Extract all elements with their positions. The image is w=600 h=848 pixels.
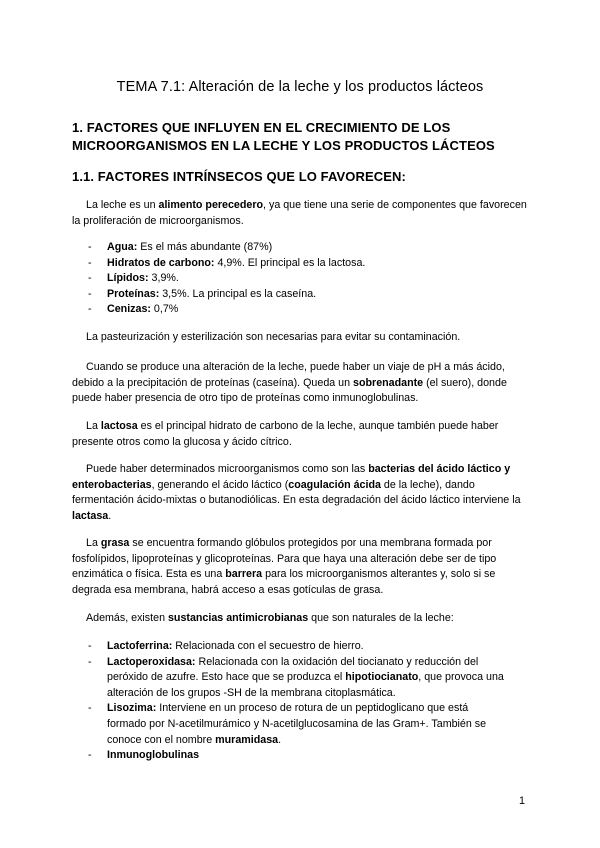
section-1-heading: 1. FACTORES QUE INFLUYEN EN EL CRECIMIENTO DE LOS MICROORGANISMOS EN LA LECHE Y LOS PRODUCTOS LÁCTEOS bbox=[72, 120, 495, 153]
section-1-1-heading: 1.1. FACTORES INTRÍNSECOS QUE LO FAVORECEN: bbox=[72, 169, 406, 184]
paragraph-pasteurization: La pasteurización y esterilización son necesarias para evitar su contaminación. bbox=[86, 331, 461, 343]
list-item: - Lactoferrina: Relacionada con el secuestro de hierro. bbox=[88, 640, 364, 652]
paragraph-perishable: La leche es un alimento perecedero, ya que tiene una serie de componentes que favorecen la proliferación de microorganismos. bbox=[72, 199, 527, 227]
list-item: - Lípidos: 3,9%. bbox=[88, 272, 179, 285]
page-number: 1 bbox=[519, 795, 525, 807]
list-item: - Proteínas: 3,5%. La principal es la caseína. bbox=[88, 287, 317, 300]
list-item: - Inmunoglobulinas bbox=[88, 749, 200, 762]
paragraph-bacteria: Puede haber determinados microorganismos como son las bacterias del ácido láctico y enterobacterias, generando el ácido láctico (coagulación ácida de la leche), dando fermentación ácido-mixtas o butanodiólicas. En esta degradación del ácido láctico interviene la lactasa. bbox=[72, 463, 521, 522]
paragraph-lactose: La lactosa es el principal hidrato de carbono de la leche, aunque también puede haber presente otros como la glucosa y ácido cítrico. bbox=[72, 420, 499, 448]
paragraph-ph-change: Cuando se produce una alteración de la leche, puede haber un viaje de pH a más ácido, debido a la precipitación de proteínas (caseína). Queda un sobrenadante (el suero), donde puede haber presencia de otro tipo de proteínas como inmunoglobulinas. bbox=[72, 361, 507, 405]
antimicrobials-list bbox=[88, 639, 510, 764]
list-item: - Agua: Es el más abundante (87%) bbox=[88, 241, 273, 253]
paragraph-fat: La grasa se encuentra formando glóbulos protegidos por una membrana formada por fosfolípidos, lipoproteínas y glicoproteínas. Para que haya una alteración debe ser de tipo enzimática o física. Esta es una barrera para los microorganismos alterantes y, solo si se degrada esa membrana, habrá acceso a esas gotículas de grasa. bbox=[72, 537, 497, 596]
list-item: - Hidratos de carbono: 4,9%. El principal es la lactosa. bbox=[88, 256, 366, 269]
list-item: - Cenizas: 0,7% bbox=[88, 303, 179, 316]
list-item: - Lisozima: Interviene en un proceso de rotura de un peptidoglicano que está formado por N-acetilmurámico y N-acetilglucosamina de las Gram+. También se conoce con el nombre muramidasa. bbox=[88, 702, 487, 746]
paragraph-antimicrobials: Además, existen sustancias antimicrobianas que son naturales de la leche: bbox=[86, 612, 454, 624]
page-title: TEMA 7.1: Alteración de la leche y los productos lácteos bbox=[116, 79, 484, 95]
components-list bbox=[88, 240, 508, 318]
list-item: - Lactoperoxidasa: Relacionada con la oxidación del tiocianato y reducción del peróxido de azufre. Esto hace que se produzca el hipotiocianato, que provoca una alteración de los grupos -SH de la membrana citoplasmática. bbox=[88, 655, 504, 699]
